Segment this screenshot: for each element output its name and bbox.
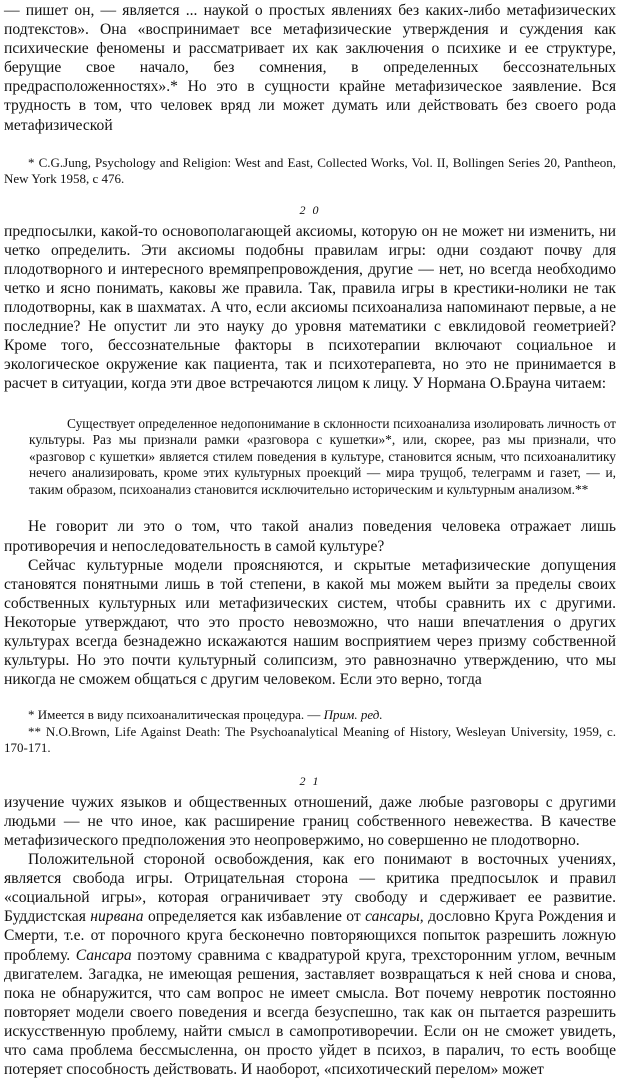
paragraph-contradictions: Не говорит ли это о том, что такой анализ поведения человека отражает лишь противоречия и непоследовательность в самой культуре? (4, 518, 616, 555)
paragraph-liberation (4, 850, 616, 1079)
liberation-text-4: поэтому сравнима с квадратурой круга, трехсторонним углом, вечным двигателем. Загадка, не имеющая решения, заставляет возвращаться к ней снова и снова, пока не обнаружится, что сам вопрос не имеет смысла. Вот почему невротик постоянно повторяет модели своего поведения и всегда безуспешно, так как он пытается разрешить искусственную проблему, найти смысл в самопротиворечии. Если он не сможет увидеть, что сама проблема бессмысленна, он просто уйдет в психоз, в паралич, то есть вообще потеряет способность действовать. И наоборот, «психотический перелом» может (4, 946, 616, 1079)
paragraph-cultural-models: Сейчас культурные модели проясняются, и скрытые метафизические допущения становятся понятными лишь в той степени, в какой мы можем выйти за пределы своих собственных культурных или метафизических систем, чтобы сравнить их с другими. Некоторые утверждают, что это просто невозможно, что наши впечатления о других культурах всегда безнадежно искажаются нашим восприятием через призму собственной культуры. Но это почти культурный солипсизм, это равнозначно утверждению, что мы никогда не сможем общаться с другим человеком. Если это верно, тогда (4, 556, 616, 689)
page-number-21: 2 1 (299, 773, 321, 788)
liberation-text-2: определяется как избавление от (143, 908, 366, 926)
book-page (4, 0, 616, 1079)
liberation-text-3: дословно Круга Рождения и Смерти, т.е. от порочного круга бесконечно повторяющихся попыток разрешить ложную проблему. (4, 908, 616, 964)
paragraph-foreign-languages: изучение чужих языков и общественных отношений, даже любые разговоры с другими людьми — не что иное, как расширение границ собственного невежества. В качестве метафизического предположения это неопровержимо, но совершенно не плодотворно. (4, 793, 616, 849)
term-samsara-capital: Сансара (75, 946, 132, 964)
block-quote-brown: Существует определенное недопонимание в склонности психоанализа изолировать личность от культуры. Раз мы признали рамки «разговора с кушетки»*, или, скорее, раз мы признали, что «разговор с кушетки» является стилем поведения в культуре, становится ясным, что психоаналитику нечего анализировать, кроме этих культурных проекций — мира трущоб, телеграмм и газет, — и, таким образом, психоанализ становится исключительно историческим и культурным анализом.** (29, 415, 616, 497)
paragraph-axioms: предпосылки, какой-то основополагающей аксиомы, которую он не может ни изменить, ни четко определить. Эти аксиомы подобны правилам игры: одни создают почву для плодотворного и интересного времяпрепровождения, другие — нет, но всегда необходимо четко и ясно понимать, каковы же правила. Так, правила игры в крестики-нолики не так плодотворны, как в шахматах. А что, если аксиомы психоанализа напоминают первые, а не последние? Не опустит ли это науку до уровня математики с евклидовой геометрией? Кроме того, бессознательные факторы в психотерапии включают социальное и экологическое окружение как пациента, так и психотерапевта, но это не принимается в расчет в ситуации, когда эти двое встречаются лицом к лицу. У Нормана О.Брауна читаем: (4, 222, 616, 393)
footnote-brown: ** N.O.Brown, Life Against Death: The Psychoanalytical Meaning of History, Wesleyan University, 1959, с. 170-171. (4, 723, 616, 756)
page-number-20: 2 0 (299, 202, 321, 217)
footnote-jung: * C.G.Jung, Psychology and Religion: West and East, Collected Works, Vol. II, Bollingen Series 20, Pantheon, New York 1958, с 476. (4, 154, 616, 187)
term-samsara: сансары, (365, 908, 424, 926)
liberation-text-1: Положительной стороной освобождения, как его понимают в восточных учениях, является свобода игры. Отрицательная сторона — критика предпосылок и правил «социальной игры», которая ограничивает эту свободу и сдерживает ее развитие. Буддистская (4, 851, 616, 926)
paragraph-jung-quote-continuation: — пишет он, — является ... наукой о простых явлениях без каких-либо метафизических подтекстов». Она «воспринимает все метафизические утверждения и суждения как психические феномены и рассматривает их как заключения о психике и ее структуре, берущие свое начало, без сомнения, в определенных бессознательных предрасположенностях».* Но это в сущности крайне метафизическое заявление. Вся трудность в том, что человек вряд ли может думать или действовать без своего рода метафизической (4, 2, 616, 134)
footnote-editor-mark: Прим. ред. (323, 707, 383, 723)
footnote-procedure-text: * Имеется в виду психоаналитическая процедура. — (28, 707, 324, 723)
footnote-procedure (4, 707, 616, 724)
term-nirvana: нирвана (90, 908, 144, 926)
